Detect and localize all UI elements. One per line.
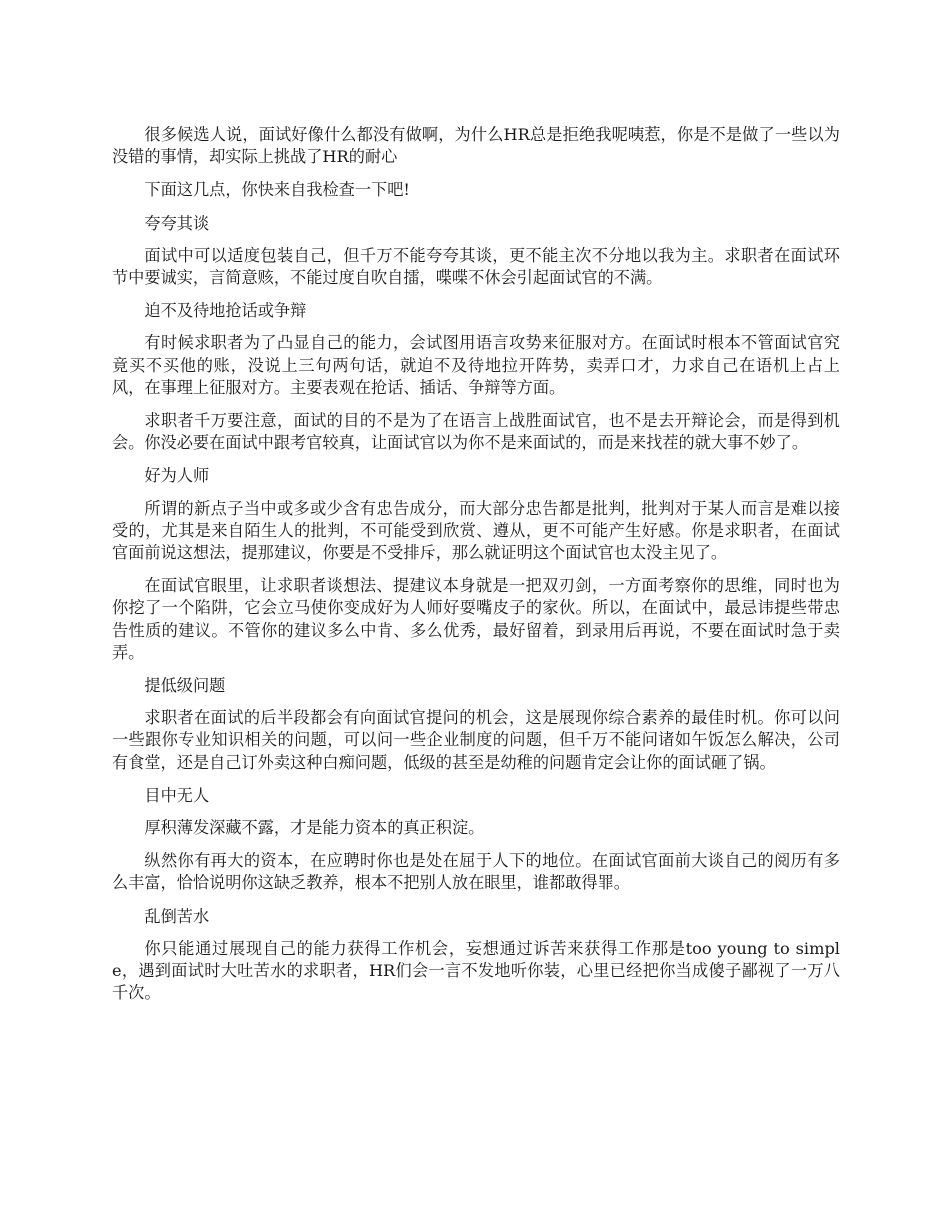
paragraph: 你只能通过展现自己的能力获得工作机会，妄想通过诉苦来获得工作那是too young to simple，遇到面试时大吐苦水的求职者，HR们会一言不发地听你装，心里已经把你当成傻子鄙视了一万八千次。 (112, 938, 840, 1003)
section-heading: 迫不及待地抢话或争辩 (144, 301, 307, 321)
document-page (112, 124, 840, 1016)
section-heading: 好为人师 (144, 466, 210, 486)
paragraph: 求职者在面试的后半段都会有向面试官提问的机会，这是展现你综合素养的最佳时机。你可以问一些跟你专业知识相关的问题，可以问一些企业制度的问题，但千万不能问诸如午饭怎么解决，公司有食堂，还是自己订外卖这种白痴问题，低级的甚至是幼稚的问题肯定会让你的面试砸了锅。 (112, 708, 840, 772)
paragraph: 所谓的新点子当中或多或少含有忠告成分，而大部分忠告都是批判，批判对于某人而言是难以接受的，尤其是来自陌生人的批判，不可能受到欣赏、遵从，更不可能产生好感。你是求职者，在面试官面前说这想法，提那建议，你要是不受排斥，那么就证明这个面试官也太没主见了。 (112, 498, 840, 563)
section-heading: 乱倒苦水 (144, 906, 210, 926)
section-heading: 目中无人 (144, 785, 210, 805)
section-heading: 夸夸其谈 (144, 213, 210, 233)
paragraph: 纵然你有再大的资本，在应聘时你也是处在屈于人下的地位。在面试官面前大谈自己的阅历有多么丰富，恰恰说明你这缺乏教养，根本不把别人放在眼里，谁都敢得罪。 (112, 851, 840, 893)
paragraph: 下面这几点，你快来自我检查一下吧! (144, 180, 410, 200)
paragraph: 很多候选人说，面试好像什么都没有做啊，为什么HR总是拒绝我呢咦惹，你是不是做了一些以为没错的事情，却实际上挑战了HR的耐心 (112, 125, 840, 167)
paragraph: 在面试官眼里，让求职者谈想法、提建议本身就是一把双刃剑，一方面考察你的思维，同时也为你挖了一个陷阱，它会立马使你变成好为人师好耍嘴皮子的家伙。所以，在面试中，最忌讳提些带忠告性质的建议。不管你的建议多么中肯、多么优秀，最好留着，到录用后再说，不要在面试时急于卖弄。 (112, 576, 840, 662)
section-heading: 提低级问题 (144, 676, 226, 696)
paragraph: 求职者千万要注意，面试的目的不是为了在语言上战胜面试官，也不是去开辩论会，而是得到机会。你没必要在面试中跟考官较真，让面试官以为你不是来面试的，而是来找茬的就大事不妙了。 (112, 411, 840, 453)
paragraph: 有时候求职者为了凸显自己的能力，会试图用语言攻势来征服对方。在面试时根本不管面试官究竟买不买他的账，没说上三句两句话，就迫不及待地拉开阵势，卖弄口才，力求自己在语机上占上风，在事理上征服对方。主要表观在抢话、插话、争辩等方面。 (112, 333, 840, 397)
paragraph: 厚积薄发深藏不露，才是能力资本的真正积淀。 (144, 818, 485, 838)
paragraph: 面试中可以适度包装自己，但千万不能夸夸其谈，更不能主次不分地以我为主。求职者在面试环节中要诚实，言简意赅，不能过度自吹自擂，喋喋不休会引起面试官的不满。 (112, 245, 840, 288)
